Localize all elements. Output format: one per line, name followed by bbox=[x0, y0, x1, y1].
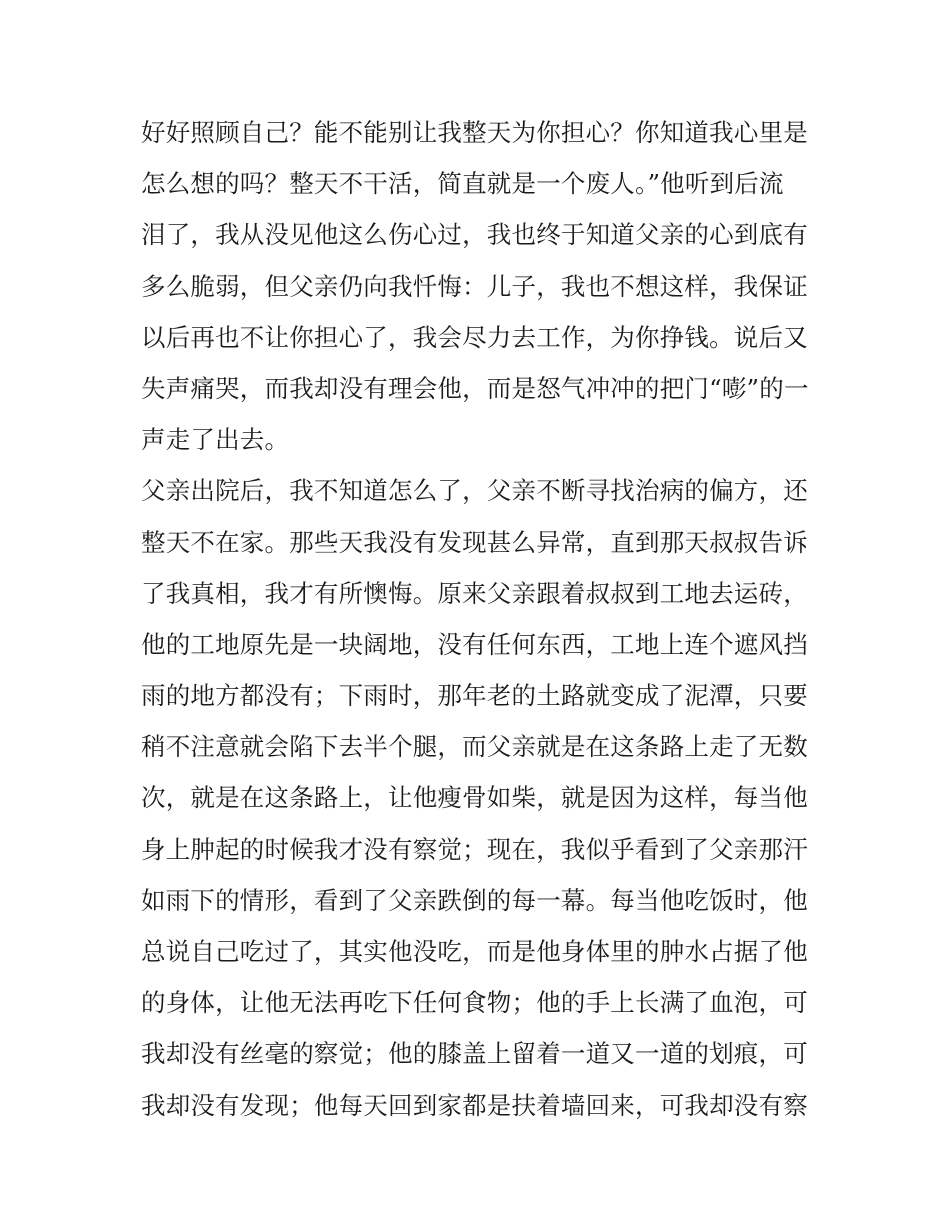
text-line: 好好照顾自己？能不能别让我整天为你担心？你知道我心里是 bbox=[141, 118, 808, 147]
text-line: 次，就是在这条路上，让他瘦骨如柴，就是因为这样，每当他 bbox=[141, 783, 808, 813]
text-line: 雨的地方都没有；下雨时，那年老的土路就变成了泥潭，只要 bbox=[141, 681, 808, 711]
text-line: 我却没有丝毫的察觉；他的膝盖上留着一道又一道的划痕，可 bbox=[141, 1039, 808, 1069]
text-line: 失声痛哭，而我却没有理会他，而是怒气冲冲的把门“嘭”的一 bbox=[141, 373, 809, 403]
text-line: 我却没有发现；他每天回到家都是扶着墙回来，可我却没有察 bbox=[141, 1090, 808, 1120]
text-line: 怎么想的吗？整天不干活，简直就是一个废人。”他听到后流 bbox=[141, 169, 784, 199]
text-line: 如雨下的情形，看到了父亲跌倒的每一幕。每当他吃饭时，他 bbox=[141, 885, 808, 915]
text-line: 以后再也不让你担心了，我会尽力去工作，为你挣钱。说后又 bbox=[141, 322, 808, 352]
text-line: 稍不注意就会陷下去半个腿，而父亲就是在这条路上走了无数 bbox=[141, 732, 808, 762]
text-line: 了我真相，我才有所懊悔。原来父亲跟着叔叔到工地去运砖， bbox=[141, 578, 808, 608]
text-line: 声走了出去。 bbox=[141, 425, 290, 455]
text-line: 泪了，我从没见他这么伤心过，我也终于知道父亲的心到底有 bbox=[141, 220, 808, 250]
text-line: 身上肿起的时候我才没有察觉；现在，我似乎看到了父亲那汗 bbox=[141, 834, 808, 864]
body-text bbox=[141, 107, 821, 1131]
text-line: 父亲出院后，我不知道怎么了，父亲不断寻找治病的偏方，还 bbox=[141, 476, 808, 506]
text-line: 多么脆弱，但父亲仍向我忏悔：儿子，我也不想这样，我保证 bbox=[141, 271, 808, 301]
text-line: 的身体，让他无法再吃下任何食物；他的手上长满了血泡，可 bbox=[141, 988, 808, 1018]
text-line: 他的工地原先是一块阔地，没有任何东西，工地上连个遮风挡 bbox=[141, 629, 808, 659]
text-line: 总说自己吃过了，其实他没吃，而是他身体里的肿水占据了他 bbox=[141, 937, 808, 966]
text-line: 整天不在家。那些天我没有发现甚么异常，直到那天叔叔告诉 bbox=[141, 527, 808, 557]
